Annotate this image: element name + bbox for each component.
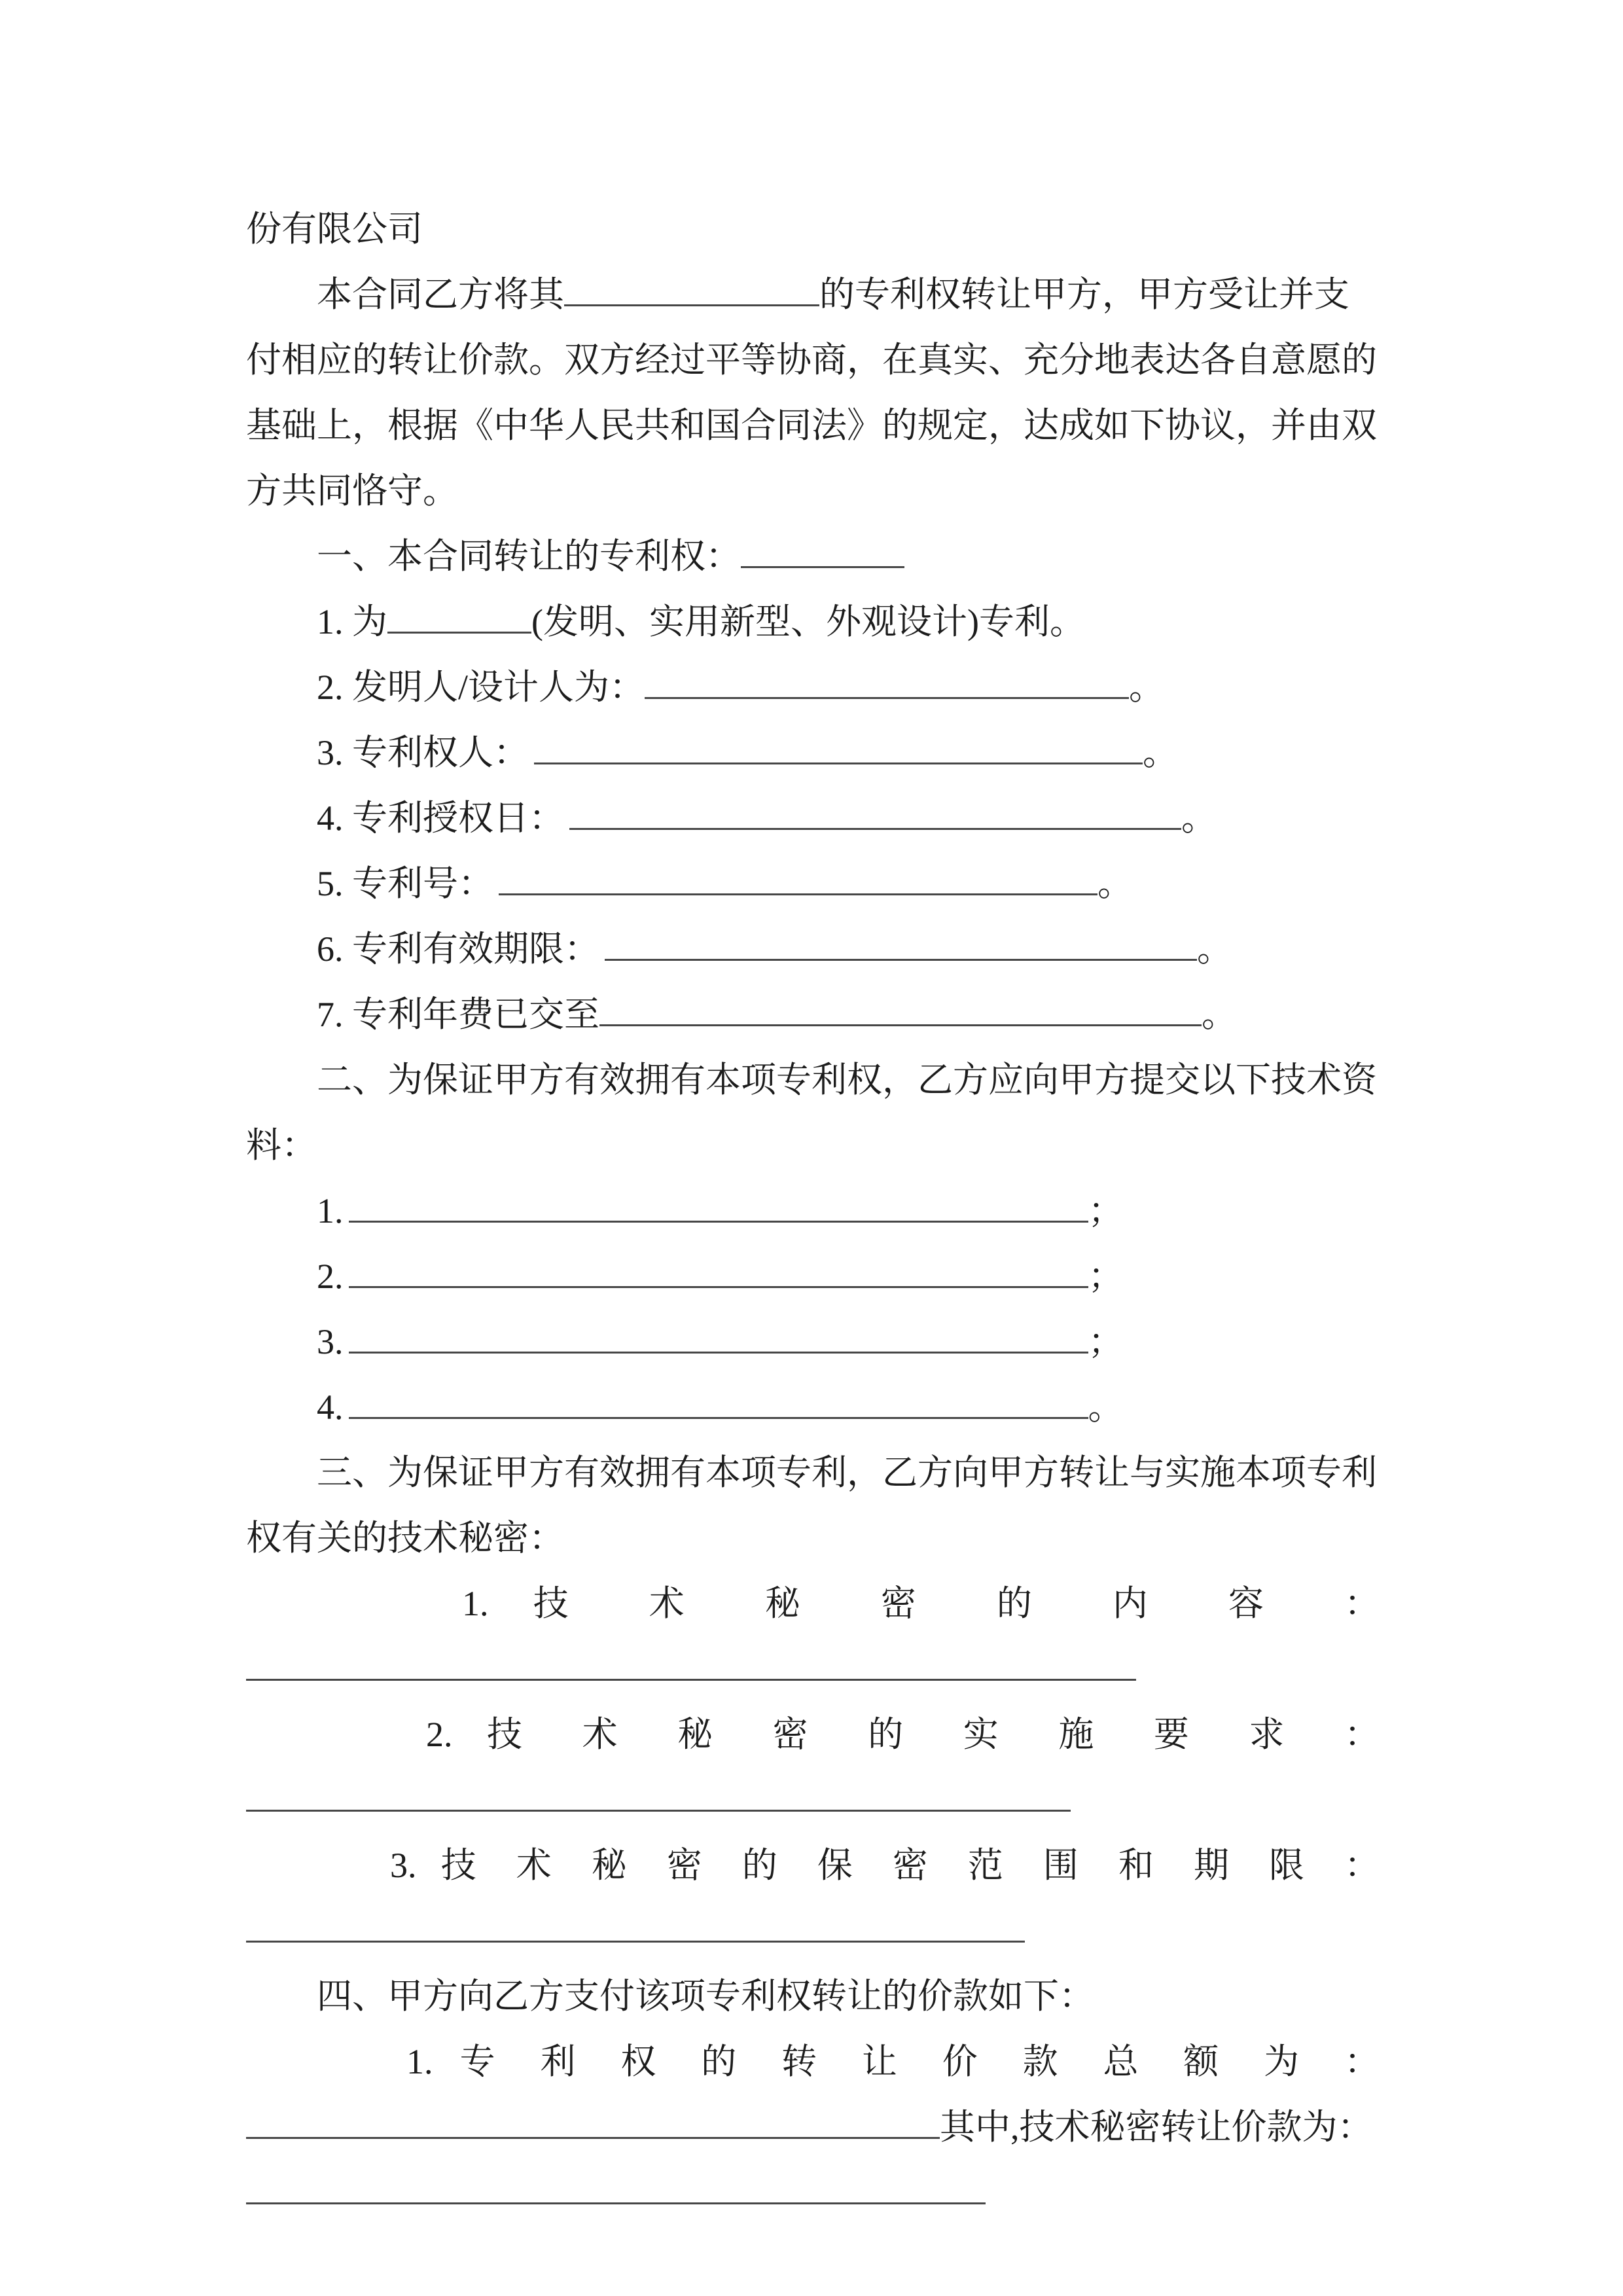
blank-inventor: [645, 664, 1129, 699]
section1-item1-tail: (发明、实用新型、外观设计)专利。: [531, 602, 1085, 641]
section2-row-3-num: 3.: [317, 1322, 344, 1361]
section1-item6-period: 。: [1197, 929, 1232, 969]
section4-item1-text: 1. 专 利 权 的 转 让 价 款 总 额 为 ：: [406, 2042, 1380, 2081]
blank-patent-type: [387, 598, 531, 634]
section2-row-2: [246, 1244, 1380, 1309]
page-top-fragment: [246, 196, 1380, 262]
blank-technical-material-3: [349, 1318, 1088, 1354]
section1-item6: [246, 916, 1380, 982]
page-top-fragment-text: 份有限公司: [246, 209, 423, 249]
section1-item5-label: 5. 专利号：: [317, 864, 493, 903]
blank-secret-content: [246, 1645, 1136, 1681]
section2-row-1-end: ；: [1088, 1191, 1124, 1230]
section1-item7-period: 。: [1202, 995, 1237, 1034]
blank-secret-price: [246, 2169, 986, 2204]
section1-item3-label: 3. 专利权人：: [317, 733, 529, 772]
section1-item2-period: 。: [1129, 668, 1165, 707]
section1-item7-label: 7. 专利年费已交至: [317, 995, 599, 1034]
section1-item5: [246, 851, 1380, 916]
preamble-paragraph: [246, 262, 1380, 524]
section1-heading: [246, 524, 1380, 589]
section3-heading-text: 三、为保证甲方有效拥有本项专利，乙方向甲方转让与实施本项专利权有关的技术秘密：: [246, 1453, 1377, 1558]
section1-item3-period: 。: [1143, 733, 1178, 772]
section1-item1: [246, 589, 1380, 655]
blank-total-price: [246, 2104, 940, 2139]
section3-item3: [246, 1833, 1380, 1898]
section1-item2: [246, 655, 1380, 720]
section2-row-4-num: 4.: [317, 1388, 344, 1427]
section4-item1: [246, 2029, 1380, 2094]
section1-item2-label: 2. 发明人/设计人为：: [317, 668, 645, 707]
section2-row-1-num: 1.: [317, 1191, 344, 1230]
section2-heading-text: 二、为保证甲方有效拥有本项专利权，乙方应向甲方提交以下技术资料：: [246, 1060, 1377, 1165]
section4-heading-text: 四、甲方向乙方支付该项专利权转让的价款如下：: [317, 1977, 1094, 2016]
section2-row-3-end: ；: [1088, 1322, 1124, 1361]
section1-item5-period: 。: [1097, 864, 1133, 903]
section1-item7: [246, 982, 1380, 1047]
blank-grant-date: [569, 795, 1181, 830]
section4-heading: [246, 1964, 1380, 2029]
section2-row-2-num: 2.: [317, 1257, 344, 1296]
section1-item4: [246, 785, 1380, 851]
section3-heading: [246, 1440, 1380, 1571]
section1-item3: [246, 720, 1380, 785]
section2-row-4: [246, 1374, 1380, 1440]
section2-row-2-end: ；: [1088, 1257, 1124, 1296]
section4-price-line-text: 其中,技术秘密转让价款为：: [940, 2108, 1373, 2147]
section3-item2-blank-line: [246, 1767, 1380, 1833]
section3-item1-text: 1. 技 术 秘 密 的 内 容 ：: [462, 1584, 1380, 1623]
section3-item3-text: 3. 技 术 秘 密 的 保 密 范 围 和 期 限 ：: [390, 1846, 1380, 1885]
preamble-lead: 本合同乙方将其: [317, 275, 564, 314]
blank-patent-number: [499, 860, 1097, 895]
blank-annual-fee-paid: [599, 991, 1202, 1026]
blank-patentee: [534, 729, 1143, 764]
section2-row-4-end: 。: [1088, 1388, 1124, 1427]
blank-validity-term: [605, 925, 1197, 961]
section1-item1-lead: 1. 为: [317, 602, 387, 641]
section2-heading: [246, 1047, 1380, 1178]
section2-row-3: [246, 1309, 1380, 1374]
section1-item6-label: 6. 专利有效期限：: [317, 929, 599, 969]
blank-technical-material-2: [349, 1253, 1088, 1288]
blank-secret-scope-term: [246, 1907, 1025, 1943]
section3-item3-blank-line: [246, 1898, 1380, 1964]
blank-transferred-patent: [741, 533, 904, 568]
section3-item1-blank-line: [246, 1636, 1380, 1702]
section1-heading-text: 一、本合同转让的专利权：: [317, 537, 741, 576]
section3-item2-text: 2. 技 术 秘 密 的 实 施 要 求 ：: [426, 1715, 1380, 1754]
section4-price-line: [246, 2094, 1380, 2160]
section1-item4-period: 。: [1181, 798, 1217, 838]
section3-item1: [246, 1571, 1380, 1636]
section2-row-1: [246, 1178, 1380, 1244]
section1-item4-label: 4. 专利授权日：: [317, 798, 564, 838]
section4-secret-price-blank-line: [246, 2160, 1380, 2225]
blank-patent-subject: [564, 271, 819, 306]
blank-technical-material-4: [349, 1384, 1088, 1419]
blank-technical-material-1: [349, 1187, 1088, 1223]
blank-secret-implementation: [246, 1776, 1071, 1812]
section3-item2: [246, 1702, 1380, 1767]
preamble-tail: 的专利权转让甲方，甲方受让并支付相应的转让价款。双方经过平等协商，在真实、充分地表达各自意愿的基础上，根据《中华人民共和国合同法》的规定，达成如下协议，并由双方共同恪守。: [246, 275, 1377, 511]
